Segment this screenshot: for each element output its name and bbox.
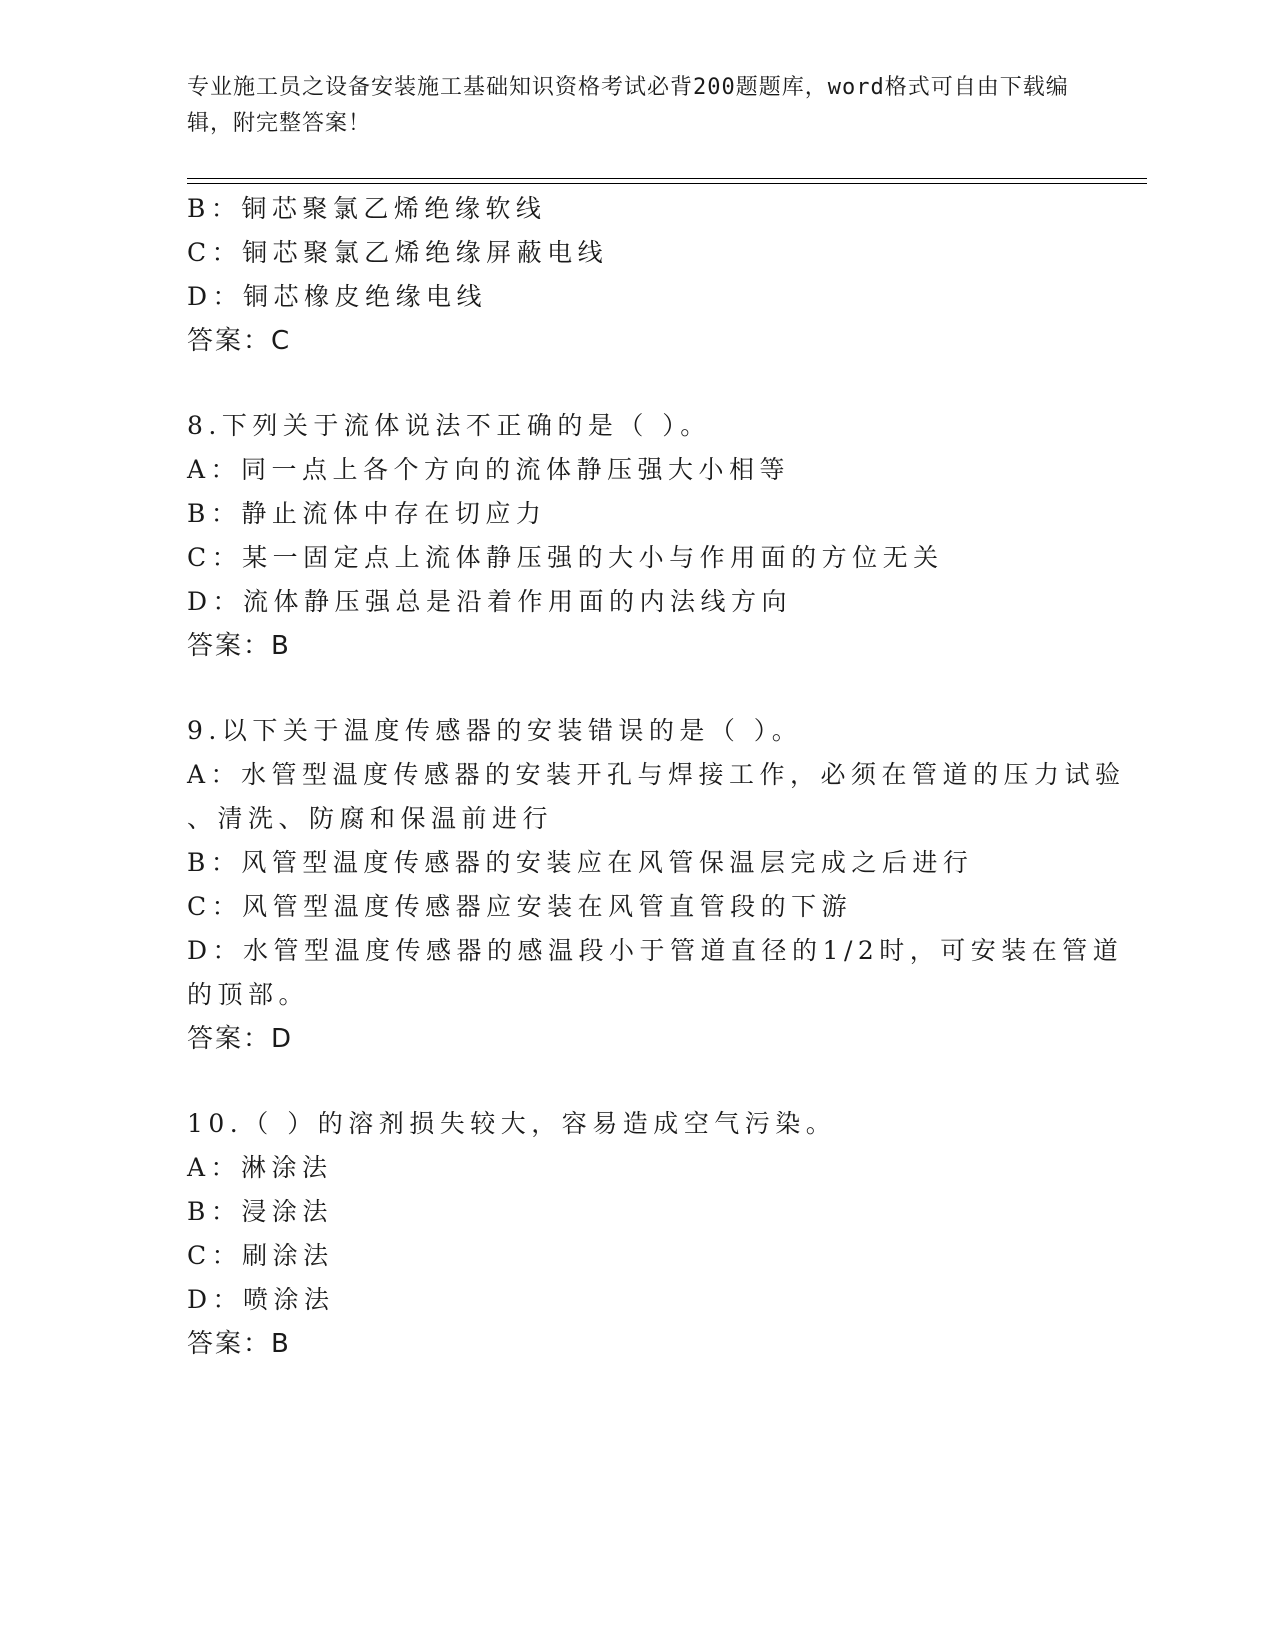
q9-option-a-line2: 、清洗、防腐和保温前进行 — [187, 804, 554, 833]
q7-answer: 答案：C — [187, 326, 292, 356]
q10-option-c: C：刷涂法 — [187, 1241, 334, 1270]
q8-option-a: A：同一点上各个方向的流体静压强大小相等 — [187, 455, 791, 484]
q9-answer: 答案：D — [187, 1024, 294, 1054]
q9-question: 9.以下关于温度传感器的安装错误的是（ ）。 — [187, 716, 803, 745]
q7-option-d: D：铜芯橡皮绝缘电线 — [187, 282, 488, 311]
q10-option-d: D：喷涂法 — [187, 1285, 335, 1314]
q10-question: 10.（ ）的溶剂损失较大，容易造成空气污染。 — [187, 1109, 837, 1138]
q9-option-d-line2: 的顶部。 — [187, 980, 310, 1009]
q8-option-d: D：流体静压强总是沿着作用面的内法线方向 — [187, 587, 793, 616]
q7-option-c: C：铜芯聚氯乙烯绝缘屏蔽电线 — [187, 238, 609, 267]
q7-option-b: B：铜芯聚氯乙烯绝缘软线 — [187, 194, 547, 223]
q9-option-d-line1: D：水管型温度传感器的感温段小于管道直径的1/2时，可安装在管道 — [187, 936, 1124, 965]
q10-option-b: B：浸涂法 — [187, 1197, 333, 1226]
document-intro: 专业施工员之设备安装施工基础知识资格考试必背200题题库，word格式可自由下载编辑，附完整答案！ — [187, 75, 1069, 136]
q8-option-c: C：某一固定点上流体静压强的大小与作用面的方位无关 — [187, 543, 944, 572]
q8-option-b: B：静止流体中存在切应力 — [187, 499, 547, 528]
q10-option-a: A：淋涂法 — [187, 1153, 333, 1182]
q9-option-a-line1: A：水管型温度传感器的安装开孔与焊接工作，必须在管道的压力试验 — [187, 760, 1126, 789]
q9-option-c: C：风管型温度传感器应安装在风管直管段的下游 — [187, 892, 853, 921]
header-divider-bottom — [187, 183, 1147, 184]
header-divider-top — [187, 178, 1147, 179]
q9-option-b: B：风管型温度传感器的安装应在风管保温层完成之后进行 — [187, 848, 974, 877]
q8-question: 8.下列关于流体说法不正确的是（ ）。 — [187, 411, 711, 440]
q10-answer: 答案：B — [187, 1329, 291, 1359]
q8-answer: 答案：B — [187, 631, 291, 661]
